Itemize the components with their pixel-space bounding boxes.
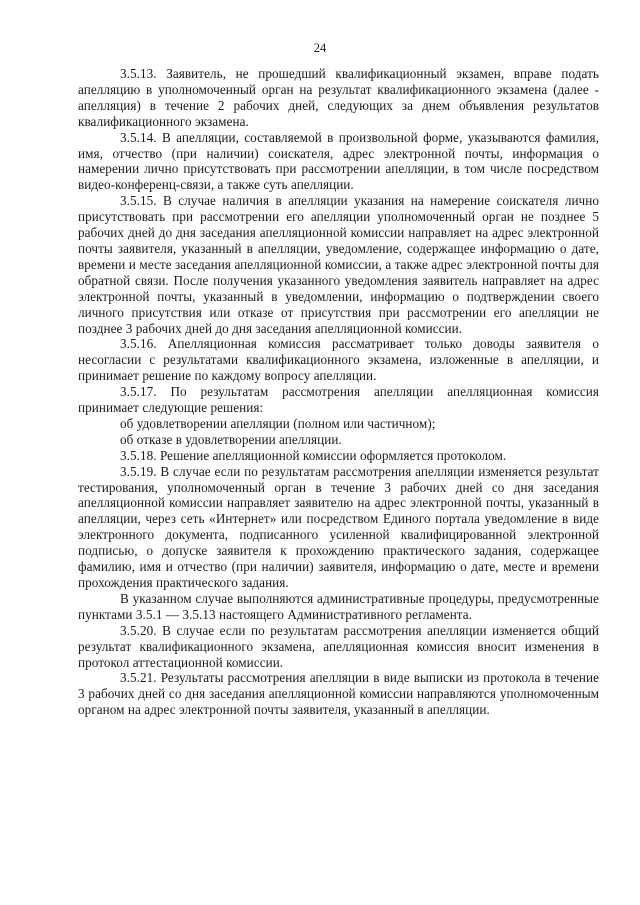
paragraph-3-5-16: 3.5.16. Апелляционная комиссия рассматривает только доводы заявителя о несогласии с результатами квалификационного экзамена, изложенные в апелляции, и принимает решение по каждому вопросу апелляции. [78, 336, 599, 384]
paragraph-3-5-17: 3.5.17. По результатам рассмотрения апелляции апелляционная комиссия принимает следующие решения: [78, 384, 599, 416]
paragraph-3-5-18: 3.5.18. Решение апелляционной комиссии оформляется протоколом. [120, 447, 507, 463]
document-body [78, 66, 599, 718]
paragraph-3-5-20: 3.5.20. В случае если по результатам рассмотрения апелляции изменяется общий результат квалификационного экзамена, апелляционная комиссия вносит изменения в протокол аттестационной комиссии. [78, 622, 599, 670]
paragraph-procedures-note: В указанном случае выполняются административные процедуры, предусмотренные пунктами 3.5.1 — 3.5.13 настоящего Административного регламента. [78, 590, 599, 622]
page-number: 24 [313, 41, 327, 55]
paragraph-3-5-14: 3.5.14. В апелляции, составляемой в произвольной форме, указываются фамилия, имя, отчество (при наличии) соискателя, адрес электронной почты, информация о намерении лично присутствовать при рассмотрении апелляции, в том числе посредством видео-конференц-связи, а также суть апелляции. [78, 129, 599, 193]
decision-item-reject: об отказе в удовлетворении апелляции. [120, 431, 342, 447]
paragraph-3-5-19: 3.5.19. В случае если по результатам рассмотрения апелляции изменяется результат тестирования, уполномоченный орган в течение 3 рабочих дней со дня заседания апелляционной комиссии направляет заявителю на адрес электронной почты, указанный в апелляции, через сеть «Интернет» или посредством Единого портала уведомление в виде электронного документа, подписанного усиленной квалифицированной электронной подписью, о допуске заявителя к прохождению практического задания, содержащее фамилию, имя и отчество (при наличии) заявителя, информацию о дате, месте и времени прохождения практического задания. [78, 463, 599, 590]
paragraph-3-5-13: 3.5.13. Заявитель, не прошедший квалификационный экзамен, вправе подать апелляцию в уполномоченный орган на результат квалификационного экзамена (далее - апелляция) в течение 2 рабочих дней, следующих за днем объявления результатов квалификационного экзамена. [78, 66, 599, 129]
decision-item-approve: об удовлетворении апелляции (полном или частичном); [120, 415, 436, 431]
paragraph-3-5-21: 3.5.21. Результаты рассмотрения апелляции в виде выписки из протокола в течение 3 рабочих дней со дня заседания апелляционной комиссии направляются уполномоченным органом на адрес электронной почты заявителя, указанный в апелляции. [78, 670, 599, 718]
paragraph-3-5-15: 3.5.15. В случае наличия в апелляции указания на намерение соискателя лично присутствовать при рассмотрении его апелляции уполномоченный орган не позднее 5 рабочих дней до дня заседания апелляционной комиссии направляет на адрес электронной почты заявителя, указанный в апелляции, уведомление, содержащее информацию о дате, времени и месте заседания апелляционной комиссии, а также адрес электронной почты для обратной связи. После получения указанного уведомления заявитель направляет на адрес электронной почты, указанный в уведомлении, информацию о подтверждении своего личного присутствия или отказе от присутствия при рассмотрении его апелляции не позднее 3 рабочих дней до дня заседания апелляционной комиссии. [78, 193, 599, 336]
